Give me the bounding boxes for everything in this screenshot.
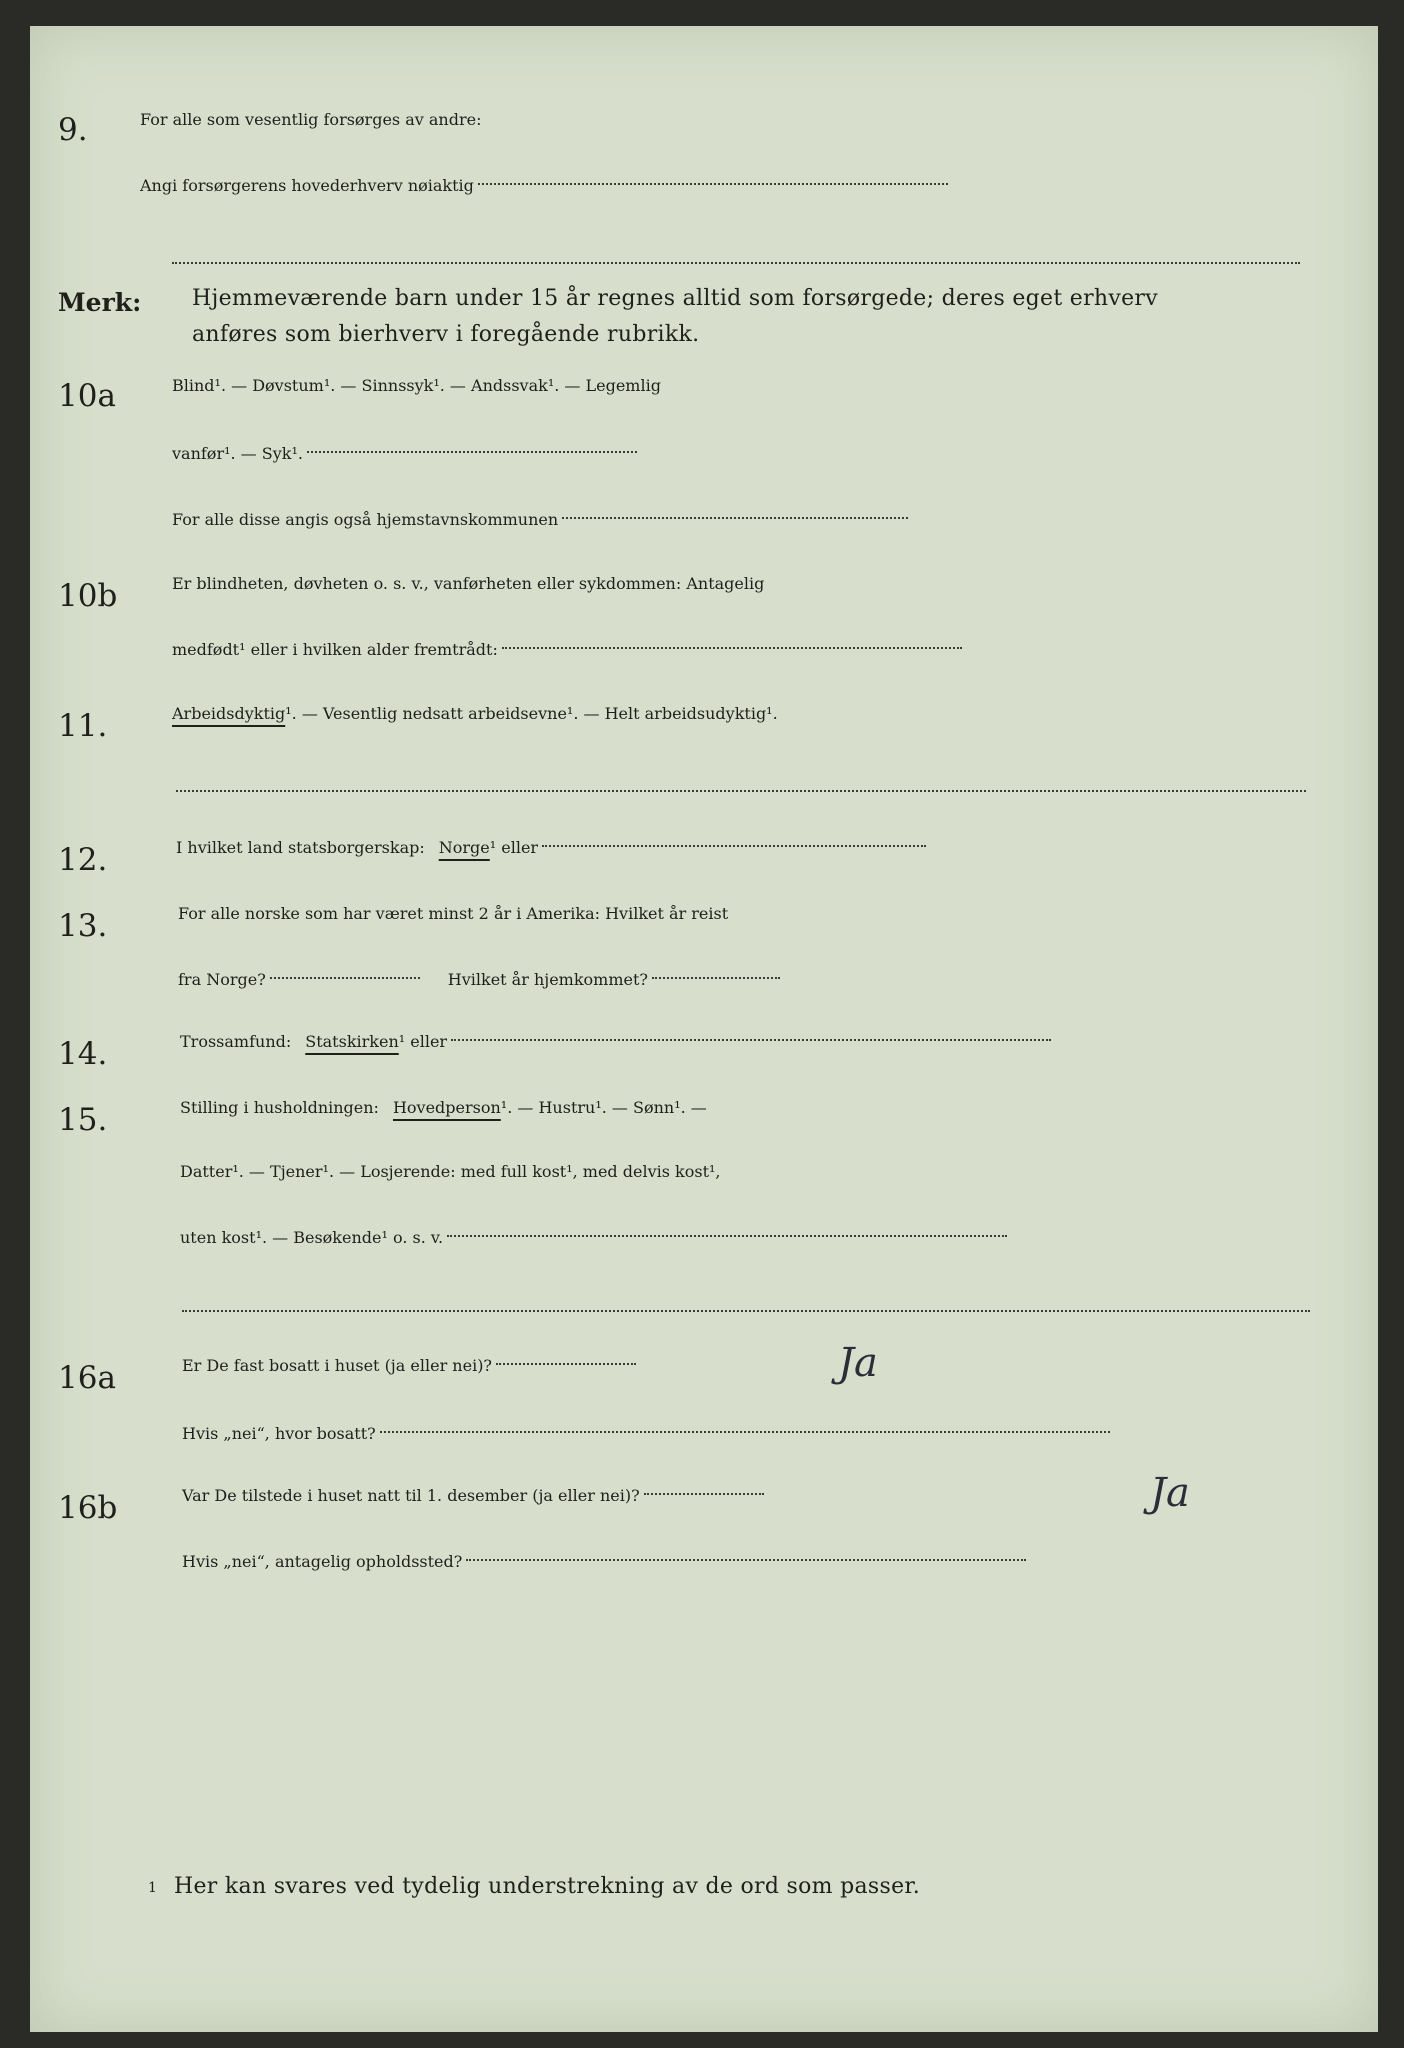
merk-note-line-1: Hjemmeværende barn under 15 år regnes alltid som forsørgede; deres eget erhverv xyxy=(192,286,1158,311)
question-10a-field[interactable] xyxy=(307,451,637,453)
question-15-options: ¹. — Hustru¹. — Sønn¹. — xyxy=(500,1098,707,1117)
question-11-line xyxy=(172,704,778,723)
question-16a-field[interactable] xyxy=(496,1363,636,1365)
question-10b-line-2 xyxy=(172,640,962,659)
question-10a-line-1 xyxy=(172,376,661,395)
question-13-text: For alle norske som har været minst 2 år i Amerika: Hvilket år reist xyxy=(178,904,729,923)
question-15-label: Stilling i husholdningen: xyxy=(180,1098,379,1117)
question-14-label: Trossamfund: xyxy=(180,1032,292,1051)
question-10a-hometown-label: For alle disse angis også hjemstavnskommunen xyxy=(172,510,559,529)
question-9-number: 9. xyxy=(58,112,88,148)
question-10a-number: 10a xyxy=(58,378,116,414)
question-12-label: I hvilket land statsborgerskap: xyxy=(176,838,425,857)
question-13-number: 13. xyxy=(58,908,108,944)
question-14-other: ¹ eller xyxy=(398,1032,448,1051)
question-16b-whereabouts-label: Hvis „nei“, antagelig opholdssted? xyxy=(182,1552,463,1571)
question-16b-whereabouts-field[interactable] xyxy=(466,1559,1026,1561)
question-16b-field[interactable] xyxy=(644,1493,764,1495)
question-11-options: ¹. — Vesentlig nedsatt arbeidsevne¹. — Helt arbeidsudyktig¹. xyxy=(285,704,778,723)
question-16a-line-2 xyxy=(182,1424,1110,1443)
question-10a-line-3 xyxy=(172,510,908,529)
question-16a-line-1 xyxy=(182,1356,636,1375)
question-10b-line-1 xyxy=(172,574,764,593)
question-11-extra-line[interactable] xyxy=(176,790,1306,792)
question-14-field[interactable] xyxy=(451,1039,1051,1041)
question-15-extra-line[interactable] xyxy=(182,1310,1310,1312)
question-16b-text: Var De tilstede i huset natt til 1. desember (ja eller nei)? xyxy=(182,1486,640,1505)
question-15-number: 15. xyxy=(58,1102,108,1138)
question-11-number: 11. xyxy=(58,708,108,744)
question-11-selected-option[interactable]: Arbeidsdyktig xyxy=(172,704,286,723)
question-16b-handwritten-answer: Ja xyxy=(1150,1470,1190,1516)
question-16b-number: 16b xyxy=(58,1490,118,1526)
question-15-line-3 xyxy=(180,1228,1007,1247)
question-12-selected-option[interactable]: Norge xyxy=(438,838,490,857)
question-15-line-2 xyxy=(180,1162,721,1181)
question-13-left-field[interactable] xyxy=(270,977,420,979)
question-9-occupation-label: Angi forsørgerens hovederhverv nøiaktig xyxy=(140,176,474,195)
question-16b-line-2 xyxy=(182,1552,1026,1571)
question-13-left-label: fra Norge? xyxy=(178,970,266,989)
question-9-occupation-field[interactable] xyxy=(478,183,948,185)
merk-note-line-2: anføres som bierhverv i foregående rubrikk. xyxy=(192,322,700,347)
question-12-number: 12. xyxy=(58,842,108,878)
question-13-line-1 xyxy=(178,904,728,923)
question-16a-where-label: Hvis „nei“, hvor bosatt? xyxy=(182,1424,376,1443)
question-15-options-end: uten kost¹. — Besøkende¹ o. s. v. xyxy=(180,1228,444,1247)
question-16a-text: Er De fast bosatt i huset (ja eller nei)? xyxy=(182,1356,493,1375)
question-16a-number: 16a xyxy=(58,1360,116,1396)
question-12-field[interactable] xyxy=(542,845,926,847)
question-15-options-cont: Datter¹. — Tjener¹. — Losjerende: med full kost¹, med delvis kost¹, xyxy=(180,1162,721,1181)
footnote-mark: 1 xyxy=(148,1880,158,1896)
question-10b-number: 10b xyxy=(58,578,118,614)
question-10a-conditions: Blind¹. — Døvstum¹. — Sinnssyk¹. — Andssvak¹. — Legemlig xyxy=(172,376,661,395)
footnote-text: Her kan svares ved tydelig understrekning av de ord som passer. xyxy=(174,1874,921,1899)
question-14-selected-option[interactable]: Statskirken xyxy=(305,1032,399,1051)
question-12-other: ¹ eller xyxy=(489,838,539,857)
question-14-line xyxy=(180,1032,1051,1051)
merk-label: Merk: xyxy=(58,288,142,317)
question-15-selected-option[interactable]: Hovedperson xyxy=(392,1098,501,1117)
question-10b-age-label: medfødt¹ eller i hvilken alder fremtrådt: xyxy=(172,640,498,659)
question-9-line-2 xyxy=(140,176,948,195)
question-13-returned-label: Hvilket år hjemkommet? xyxy=(447,970,648,989)
question-10a-hometown-field[interactable] xyxy=(562,517,908,519)
question-10b-age-field[interactable] xyxy=(502,647,962,649)
question-15-line-1 xyxy=(180,1098,707,1117)
question-9-line-1 xyxy=(140,110,481,129)
question-9-extra-line[interactable] xyxy=(172,262,1300,264)
question-9-text: For alle som vesentlig forsørges av andre: xyxy=(140,110,482,129)
question-16a-where-field[interactable] xyxy=(380,1431,1110,1433)
question-14-number: 14. xyxy=(58,1036,108,1072)
question-13-line-2 xyxy=(178,970,780,989)
question-16b-line-1 xyxy=(182,1486,764,1505)
question-13-returned-field[interactable] xyxy=(652,977,780,979)
question-10a-line-2 xyxy=(172,444,637,463)
question-12-line xyxy=(176,838,926,857)
question-15-field[interactable] xyxy=(447,1235,1007,1237)
question-10b-text: Er blindheten, døvheten o. s. v., vanførheten eller sykdommen: Antagelig xyxy=(172,574,765,593)
question-16a-handwritten-answer: Ja xyxy=(838,1340,878,1386)
question-10a-conditions-cont: vanfør¹. — Syk¹. xyxy=(172,444,303,463)
